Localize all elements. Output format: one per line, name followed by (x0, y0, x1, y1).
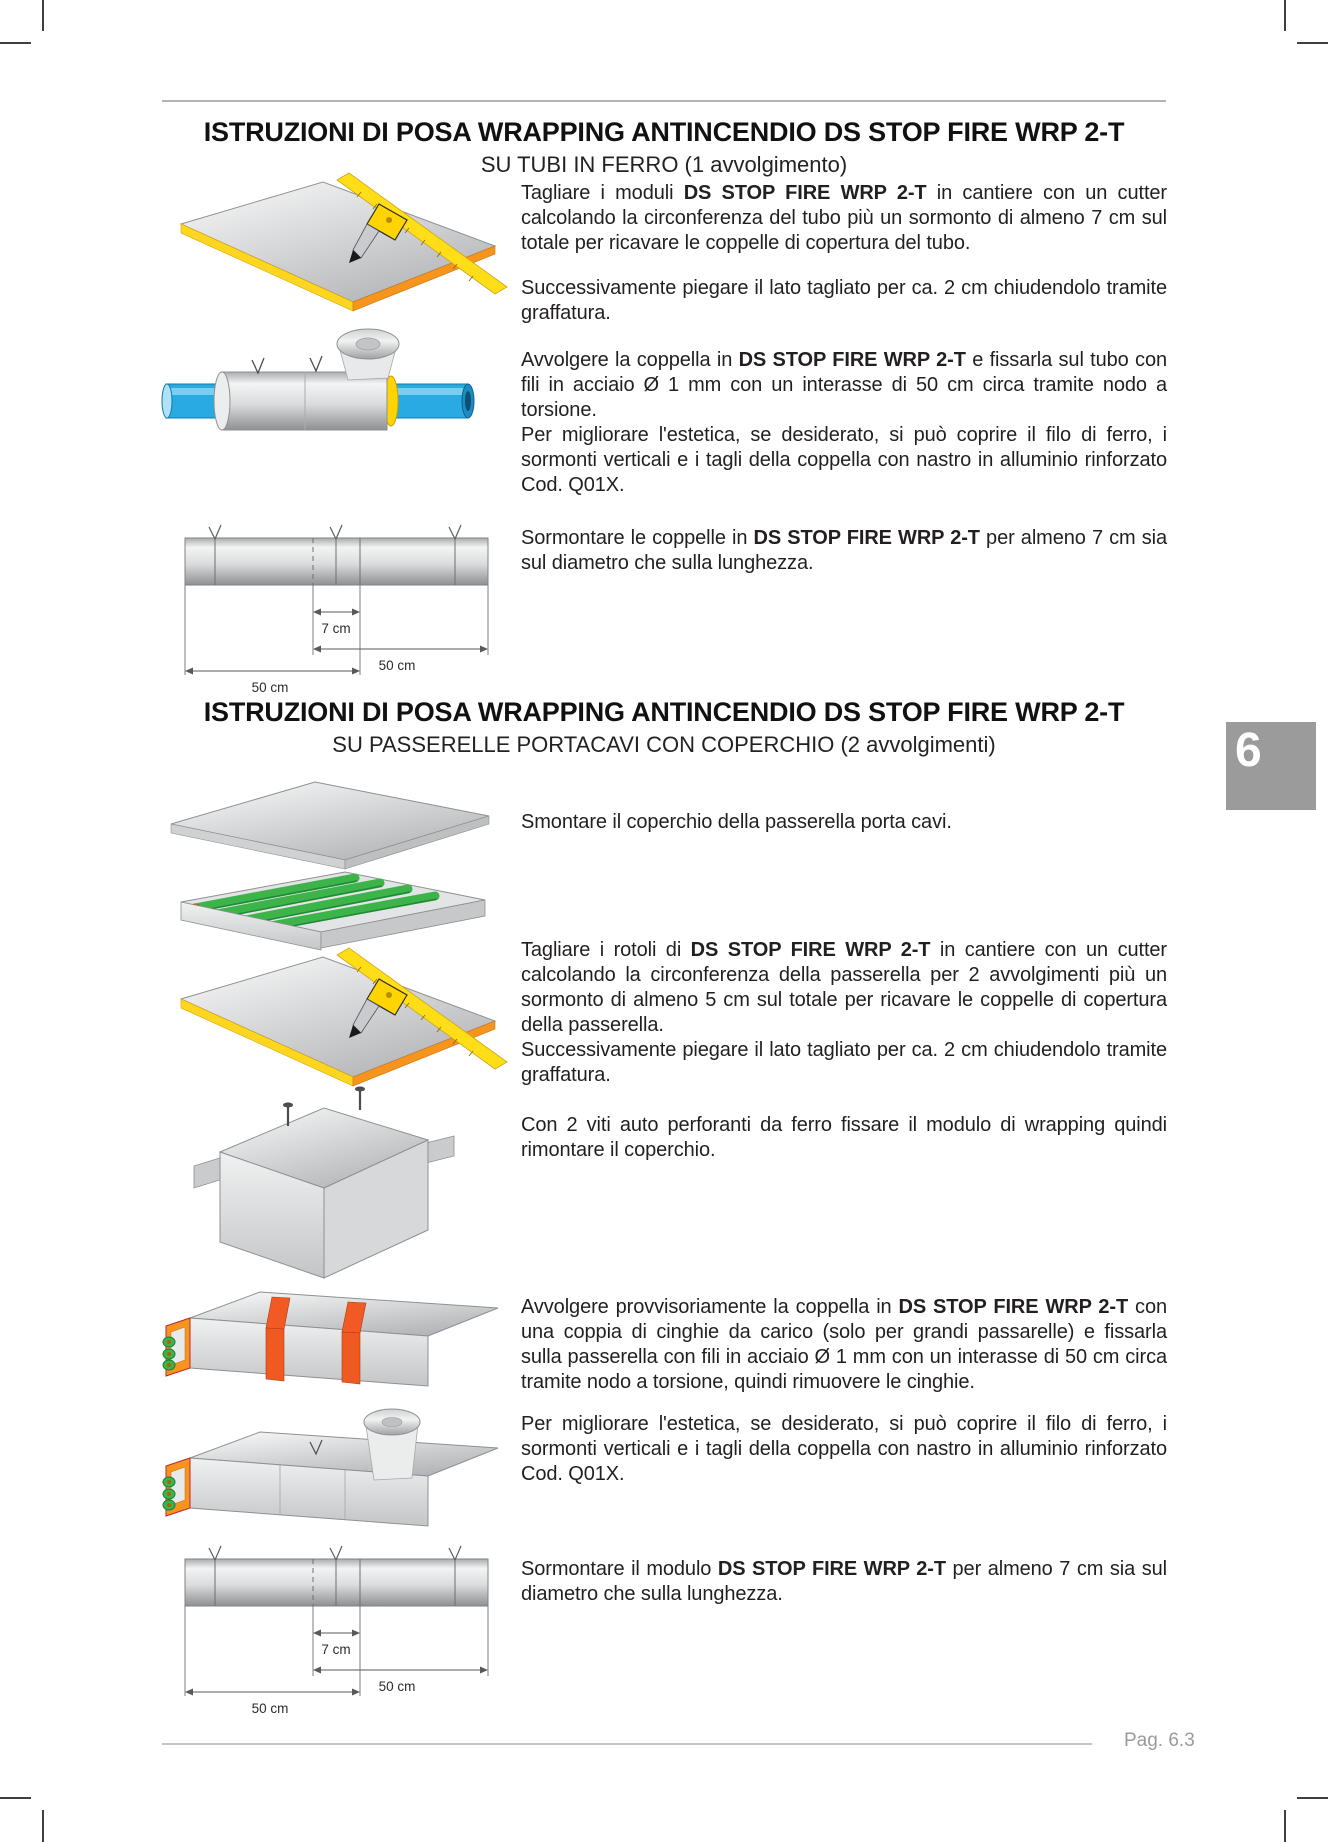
paragraph-text: in cantiere con un cutter calcolando la circonferenza della passerella per 2 avvolgimenti più un sormonto di almeno 5 cm sul totale per ricavare le coppelle di copertura della passerella. (521, 939, 1167, 1036)
paragraph: Con 2 viti auto perforanti da ferro fissare il modulo di wrapping quindi rimontare il coperchio. (521, 1114, 1167, 1161)
wire-tie (310, 356, 322, 371)
dim-overlap-label: 7 cm (321, 1642, 351, 1657)
paragraph-text: con una coppia di cinghie da carico (solo per grandi passarelle) e fissarla sulla passerella con fili in acciaio Ø 1 mm con un interasse di 50 cm circa tramite nodo a torsione, quindi rimuovere le cinghie. (521, 1296, 1167, 1393)
step-wrap-and-fix (521, 348, 1167, 498)
wrap-shell (214, 372, 387, 430)
step-aluminium-tape (521, 1412, 1167, 1487)
crop-mark-bottom-right-horizontal (1297, 1797, 1328, 1799)
dim-overlap (313, 609, 360, 637)
page-number: Pag. 6.3 (1124, 1730, 1195, 1751)
wrap-open-end (163, 1458, 190, 1516)
section-title-pipes: ISTRUZIONI DI POSA WRAPPING ANTINCENDIO DS STOP FIRE WRP 2-T (203, 117, 1125, 147)
tray-cutting-illustration (165, 945, 510, 1100)
wire-ties (209, 525, 461, 539)
dim-length-right (313, 1667, 488, 1695)
crop-mark-top-left-vertical (42, 0, 44, 31)
material-roll (337, 329, 399, 380)
paragraph-text: Avvolgere provvisoriamente la coppella in (521, 1296, 899, 1318)
paragraph: Successivamente piegare il lato tagliato per ca. 2 cm chiudendolo tramite graffatura. (521, 277, 1167, 324)
step-cut-tray-rolls (521, 938, 1167, 1088)
crop-mark-top-right-vertical (1284, 0, 1286, 31)
product-name: DS STOP FIRE WRP 2-T (898, 1296, 1129, 1318)
dim-length-left-label: 50 cm (251, 1701, 289, 1716)
pipe-wrapping-illustration (160, 320, 485, 468)
header-rule (162, 100, 1166, 102)
crop-mark-bottom-left-vertical (42, 1810, 44, 1842)
crop-mark-top-right-horizontal (1297, 42, 1328, 44)
tray-cover (171, 782, 489, 869)
paragraph: Smontare il coperchio della passerella porta cavi. (521, 811, 952, 833)
paragraph-text: per almeno 7 cm sia sul diametro che sulla lunghezza. (521, 1558, 1167, 1605)
wire-tie (252, 358, 264, 373)
dim-overlap (313, 1630, 360, 1658)
paragraph (521, 938, 1167, 1038)
step-fold-edge (521, 276, 1167, 326)
paragraph (521, 526, 1167, 576)
footer-rule (162, 1743, 1092, 1745)
product-name: DS STOP FIRE WRP 2-T (738, 349, 966, 371)
section-title-trays: ISTRUZIONI DI POSA WRAPPING ANTINCENDIO DS STOP FIRE WRP 2-T (203, 697, 1125, 727)
wrapped-module (220, 1108, 428, 1278)
paragraph (521, 1295, 1167, 1395)
paragraph-text: Sormontare le coppelle in (521, 527, 754, 549)
paragraph-text: Avvolgere la coppella in (521, 349, 739, 371)
crop-mark-bottom-left-horizontal (0, 1797, 31, 1799)
paragraph: Per migliorare l'estetica, se desiderato, si può coprire il filo di ferro, i sormonti verticali e i tagli della coppella con nastro in alluminio rinforzato Cod. Q01X. (521, 424, 1167, 496)
product-name: DS STOP FIRE WRP 2-T (717, 1558, 946, 1580)
dim-length-left (185, 668, 360, 696)
crop-mark-top-left-horizontal (0, 42, 31, 44)
wire-ties (209, 1546, 461, 1560)
paragraph-text: Tagliare i rotoli di (521, 939, 691, 961)
paragraph (521, 181, 1167, 256)
tray-overlap-dimension-diagram (150, 1545, 525, 1720)
tape-roll (364, 1409, 420, 1480)
strapped-tray-illustration (160, 1282, 505, 1400)
wrap-open-end (163, 1318, 190, 1376)
overlap-dimension-diagram (150, 524, 525, 699)
paragraph-text: in cantiere con un cutter calcolando la circonferenza del tubo più un sormonto di almeno 7 cm sul totale per ricavare le coppelle di copertura del tubo. (521, 182, 1167, 254)
paragraph: Successivamente piegare il lato tagliato per ca. 2 cm chiudendolo tramite graffatura. (521, 1039, 1167, 1086)
step-cut-pipe-modules (521, 181, 1167, 256)
dim-overlap-label: 7 cm (321, 621, 351, 636)
wrapped-tray (190, 1432, 498, 1526)
paragraph (521, 348, 1167, 423)
product-name: DS STOP FIRE WRP 2-T (753, 527, 980, 549)
dim-length-left-label: 50 cm (251, 680, 289, 695)
dim-length-right (313, 646, 488, 674)
product-name: DS STOP FIRE WRP 2-T (690, 939, 931, 961)
dim-length-right-label: 50 cm (378, 1679, 416, 1694)
paragraph-text: Sormontare il modulo (521, 1558, 718, 1580)
paragraph-text: e fissarla sul tubo con fili in acciaio Ø 1 mm con un interasse di 50 cm circa tramite nodo a torsione. (521, 349, 1167, 421)
step-overlap-pipe (521, 526, 1167, 576)
screwed-module-illustration (192, 1078, 457, 1286)
paragraph-text: Tagliare i moduli (521, 182, 684, 204)
step-remove-cover (521, 810, 1167, 835)
crop-mark-bottom-right-vertical (1284, 1810, 1286, 1842)
paragraph: Per migliorare l'estetica, se desiderato, si può coprire il filo di ferro, i sormonti verticali e i tagli della coppella con nastro in alluminio rinforzato Cod. Q01X. (521, 1413, 1167, 1485)
section-subtitle-trays: SU PASSERELLE PORTACAVI CON COPERCHIO (2 avvolgimenti) (332, 732, 996, 757)
tray-taping-illustration (160, 1400, 505, 1542)
product-name: DS STOP FIRE WRP 2-T (683, 182, 927, 204)
step-screw-module (521, 1113, 1167, 1163)
cutting-illustration (165, 170, 510, 325)
paragraph-text: per almeno 7 cm sia sul diametro che sulla lunghezza. (521, 527, 1167, 574)
paragraph (521, 1557, 1167, 1607)
dim-length-left (185, 1689, 360, 1717)
step-overlap-tray (521, 1557, 1167, 1607)
step-strap-and-wire (521, 1295, 1167, 1395)
cable-tray (181, 872, 485, 950)
section-subtitle-pipes: SU TUBI IN FERRO (1 avvolgimento) (480, 152, 848, 177)
chapter-tab: 6 (1226, 722, 1316, 810)
dim-length-right-label: 50 cm (378, 658, 416, 673)
tray-cover-removal-illustration (165, 772, 500, 957)
wrap-sheet (181, 957, 495, 1077)
wrap-sheet (181, 182, 495, 302)
